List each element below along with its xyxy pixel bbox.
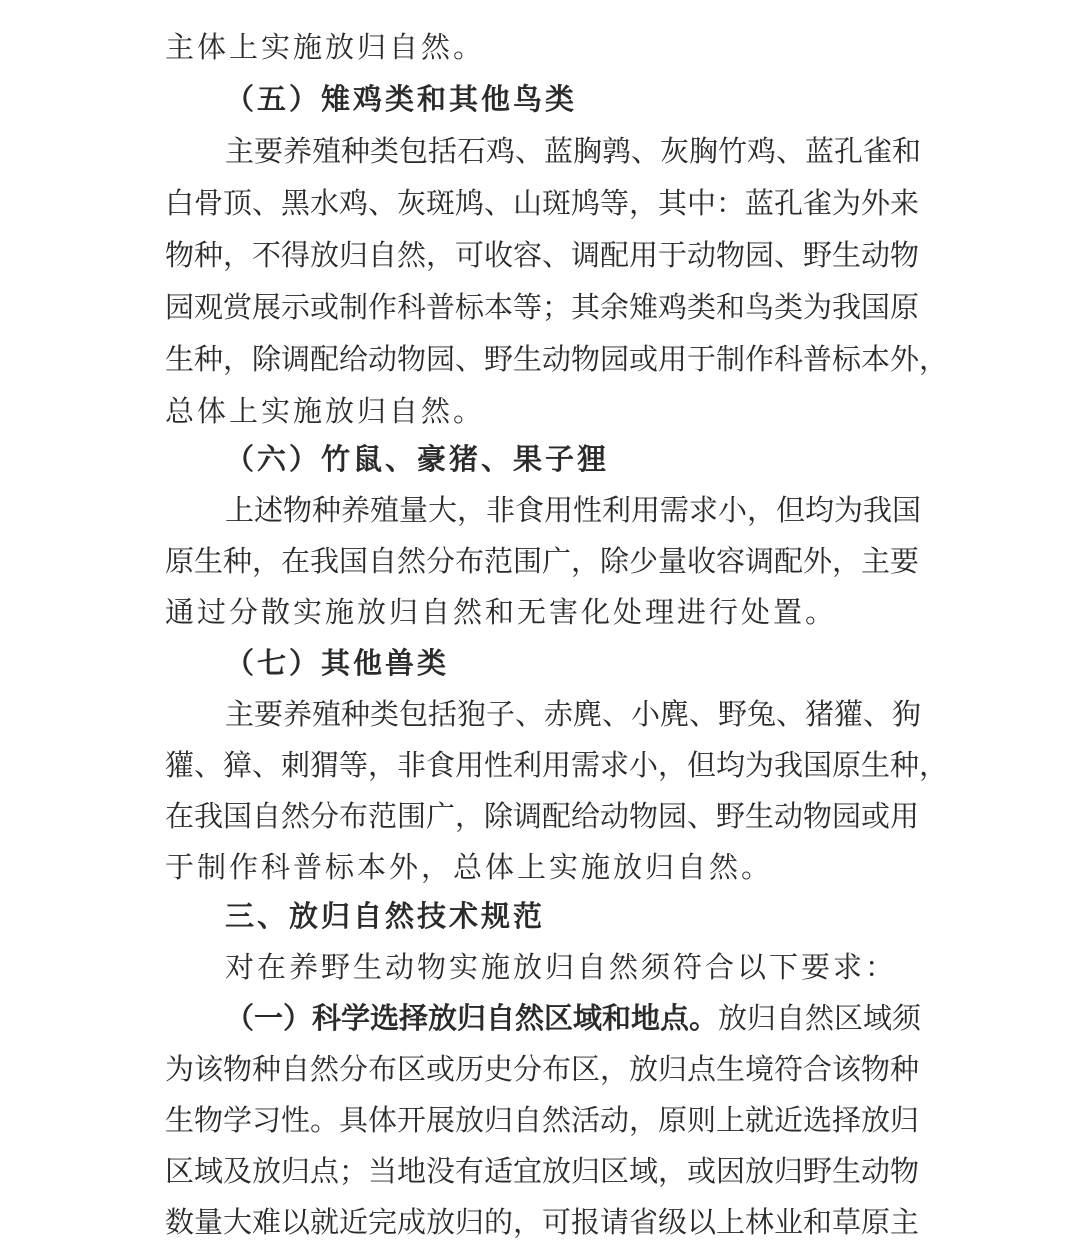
paragraph-line: 原生种，在我国自然分布范围广，除少量收容调配外，主要 [165,544,920,578]
subsection-heading-1: （一）科学选择放归自然区域和地点。 [225,1001,719,1035]
paragraph-line: 獾、獐、刺猬等，非食用性利用需求小，但均为我国原生种， [165,748,949,782]
paragraph-line: 通过分散实施放归自然和无害化处理进行处置。 [165,595,838,629]
paragraph-line: 于制作科普标本外，总体上实施放归自然。 [165,850,774,884]
paragraph-line: 物种，不得放归自然，可收容、调配用于动物园、野生动物 [165,238,920,272]
paragraph-text: 放归自然区域须 [718,1001,922,1035]
paragraph-line: 生种，除调配给动物园、野生动物园或用于制作科普标本外， [165,342,949,376]
section-heading-6: （六）竹鼠、豪猪、果子狸 [225,442,610,476]
paragraph-line: 为该物种自然分布区或历史分布区，放归点生境符合该物种 [165,1052,920,1086]
paragraph-line: 数量大难以就近完成放归的，可报请省级以上林业和草原主 [165,1205,920,1239]
paragraph-line: 园观赏展示或制作科普标本等；其余雉鸡类和鸟类为我国原 [165,290,920,324]
paragraph-line: 白骨顶、黑水鸡、灰斑鸠、山斑鸠等，其中：蓝孔雀为外来 [165,186,920,220]
paragraph-line: 区域及放归点；当地没有适宜放归区域，或因放归野生动物 [165,1154,920,1188]
paragraph-line: 生物学习性。具体开展放归自然活动，原则上就近选择放归 [165,1103,920,1137]
paragraph-line: 主体上实施放归自然。 [165,30,486,64]
paragraph-line: 在我国自然分布范围广，除调配给动物园、野生动物园或用 [165,799,920,833]
section-heading-5: （五）雉鸡类和其他鸟类 [225,82,578,116]
paragraph-line: 上述物种养殖量大，非食用性利用需求小，但均为我国 [225,493,922,527]
section-heading-7: （七）其他兽类 [225,646,450,680]
chapter-heading-3: 三、放归自然技术规范 [225,899,546,933]
paragraph-line: 主要养殖种类包括狍子、赤麂、小麂、野兔、猪獾、狗 [225,697,922,731]
paragraph-line: 主要养殖种类包括石鸡、蓝胸鹑、灰胸竹鸡、蓝孔雀和 [225,134,922,168]
paragraph-line: 总体上实施放归自然。 [165,394,486,428]
paragraph-line: 对在养野生动物实施放归自然须符合以下要求： [225,950,898,984]
paragraph-line-mixed [225,992,922,1044]
